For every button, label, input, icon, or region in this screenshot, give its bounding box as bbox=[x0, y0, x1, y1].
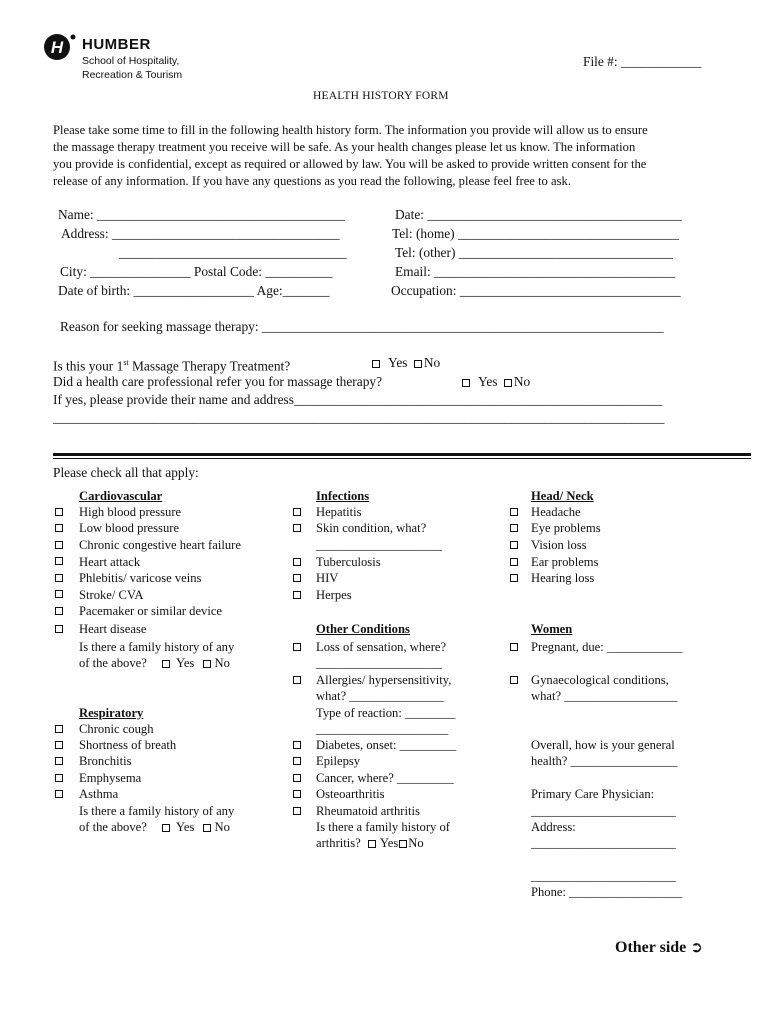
referral-question: Did a health care professional refer you for massage therapy? bbox=[53, 374, 383, 389]
first-no-checkbox[interactable] bbox=[414, 360, 422, 368]
other-checkbox[interactable] bbox=[293, 807, 301, 815]
infection-checkbox[interactable] bbox=[293, 558, 301, 566]
head-item: Ear problems bbox=[531, 555, 599, 569]
head-neck-heading: Head/ Neck bbox=[531, 489, 594, 503]
first-treatment-sup: st bbox=[123, 358, 129, 367]
physician-address-field-1[interactable]: _______________________ bbox=[531, 836, 676, 850]
physician-label: Primary Care Physician: bbox=[531, 787, 655, 801]
resp-checkbox[interactable] bbox=[55, 725, 63, 733]
name-field[interactable]: Name: _____________________________________ bbox=[58, 207, 345, 222]
arthritis-no-label: No bbox=[408, 836, 424, 850]
other-side-note bbox=[615, 938, 703, 957]
referral-no-checkbox[interactable] bbox=[504, 379, 512, 387]
arthritis-yes-checkbox[interactable] bbox=[368, 840, 376, 848]
infection-checkbox[interactable] bbox=[293, 524, 301, 532]
humber-logo-icon bbox=[42, 32, 78, 62]
physician-address-field-2[interactable]: _______________________ bbox=[531, 869, 676, 883]
first-yes-label: Yes bbox=[388, 355, 408, 370]
cardio-family-options bbox=[79, 655, 230, 672]
women-checkbox[interactable] bbox=[510, 643, 518, 651]
tel-home-field[interactable]: Tel: (home) _________________________________ bbox=[392, 226, 679, 241]
cardio-checkbox[interactable] bbox=[55, 590, 63, 598]
dob-age-field[interactable]: Date of birth: __________________ Age:_______ bbox=[58, 283, 330, 298]
form-title: HEALTH HISTORY FORM bbox=[313, 90, 449, 102]
other-side-label: Other side bbox=[615, 939, 687, 956]
skin-condition-blank[interactable]: ____________________ bbox=[316, 538, 442, 552]
referral-no-label: No bbox=[513, 374, 531, 389]
infection-checkbox[interactable] bbox=[293, 574, 301, 582]
resp-item: Asthma bbox=[79, 787, 119, 801]
cardio-family-question: Is there a family history of any bbox=[79, 640, 235, 654]
section-divider-thin bbox=[53, 458, 751, 459]
email-field[interactable]: Email: ____________________________________ bbox=[395, 264, 676, 279]
date-field[interactable]: Date: ______________________________________ bbox=[395, 207, 682, 222]
women-heading: Women bbox=[531, 622, 573, 636]
infection-checkbox[interactable] bbox=[293, 508, 301, 516]
other-condition-item: Osteoarthritis bbox=[316, 787, 385, 801]
reaction-blank[interactable]: _____________________ bbox=[316, 722, 449, 736]
resp-family-label: of the above? bbox=[79, 820, 147, 834]
physician-address-label: Address: bbox=[531, 820, 576, 834]
cardio-checkbox[interactable] bbox=[55, 625, 63, 633]
head-checkbox[interactable] bbox=[510, 558, 518, 566]
head-checkbox[interactable] bbox=[510, 574, 518, 582]
infection-item: Herpes bbox=[316, 588, 352, 602]
infection-item: HIV bbox=[316, 571, 339, 585]
reaction-field[interactable]: Type of reaction: ________ bbox=[316, 706, 456, 720]
head-item: Vision loss bbox=[531, 538, 587, 552]
cardio-item: Chronic congestive heart failure bbox=[79, 538, 241, 552]
logo-subtitle-2: Recreation & Tourism bbox=[82, 69, 183, 81]
head-checkbox[interactable] bbox=[510, 541, 518, 549]
loss-of-sensation-item: Loss of sensation, where? bbox=[316, 640, 447, 654]
head-checkbox[interactable] bbox=[510, 508, 518, 516]
resp-family-yes-checkbox[interactable] bbox=[162, 824, 170, 832]
head-item: Hearing loss bbox=[531, 571, 595, 585]
resp-checkbox[interactable] bbox=[55, 790, 63, 798]
infection-item: Skin condition, what? bbox=[316, 521, 427, 535]
resp-item: Shortness of breath bbox=[79, 738, 177, 752]
resp-family-no-checkbox[interactable] bbox=[203, 824, 211, 832]
cardio-checkbox[interactable] bbox=[55, 557, 63, 565]
gynaecological-what-field[interactable]: what? __________________ bbox=[531, 689, 678, 703]
first-treatment-pre: Is this your 1 bbox=[53, 358, 124, 374]
head-item: Eye problems bbox=[531, 521, 601, 535]
cardio-family-label: of the above? bbox=[79, 656, 147, 670]
allergies-item: Allergies/ hypersensitivity, bbox=[316, 673, 452, 687]
cardio-checkbox[interactable] bbox=[55, 574, 63, 582]
arthritis-no-checkbox[interactable] bbox=[399, 840, 407, 848]
women-checkbox[interactable] bbox=[510, 676, 518, 684]
respiratory-heading: Respiratory bbox=[79, 706, 144, 720]
cardio-checkbox[interactable] bbox=[55, 607, 63, 615]
cardio-family-yes-label: Yes bbox=[176, 656, 195, 670]
resp-family-yes-label: Yes bbox=[176, 820, 195, 834]
overall-health-question: Overall, how is your general bbox=[531, 738, 675, 752]
cardio-family-no-label: No bbox=[214, 656, 230, 670]
arthritis-family-question: Is there a family history of bbox=[316, 820, 450, 834]
logo-name: HUMBER bbox=[82, 36, 151, 53]
physician-phone-field[interactable]: Phone: __________________ bbox=[531, 885, 683, 899]
other-checkbox[interactable] bbox=[293, 676, 301, 684]
svg-text:H: H bbox=[50, 38, 64, 57]
provider-field-2[interactable]: ____________________________________________________________________________________________ bbox=[53, 410, 665, 425]
other-conditions-heading: Other Conditions bbox=[316, 622, 410, 636]
other-checkbox[interactable] bbox=[293, 757, 301, 765]
tel-other-field[interactable]: Tel: (other) ________________________________ bbox=[395, 245, 674, 260]
intro-line-2: the massage therapy treatment you receive will be safe. As your health changes please let us know. The information bbox=[53, 140, 636, 154]
cardio-checkbox[interactable] bbox=[55, 541, 63, 549]
other-condition-item: Epilepsy bbox=[316, 754, 361, 768]
head-checkbox[interactable] bbox=[510, 524, 518, 532]
cardio-item: Phlebitis/ varicose veins bbox=[79, 571, 202, 585]
other-checkbox[interactable] bbox=[293, 790, 301, 798]
resp-item: Chronic cough bbox=[79, 722, 154, 736]
provider-field[interactable]: If yes, please provide their name and address_______________________________________________________ bbox=[53, 392, 663, 407]
arrow-right-icon: ➲ bbox=[690, 938, 703, 956]
cardio-heading: Cardiovascular bbox=[79, 489, 163, 503]
resp-item: Bronchitis bbox=[79, 754, 132, 768]
resp-family-options bbox=[79, 819, 230, 836]
infections-heading: Infections bbox=[316, 489, 370, 503]
intro-line-1: Please take some time to fill in the following health history form. The information you provide will allow us to ensure bbox=[53, 123, 648, 137]
intro-line-3: you provide is confidential, except as required or allowed by law. You will be asked to provide written consent for the bbox=[53, 157, 647, 171]
infection-item: Tuberculosis bbox=[316, 555, 381, 569]
arthritis-yes-label: Yes bbox=[379, 836, 399, 850]
address-field[interactable]: Address: __________________________________ bbox=[61, 226, 340, 241]
cardio-checkbox[interactable] bbox=[55, 508, 63, 516]
infection-checkbox[interactable] bbox=[293, 591, 301, 599]
first-treatment-post: Massage Therapy Treatment? bbox=[128, 358, 291, 374]
referral-options bbox=[462, 374, 530, 390]
arthritis-family-label: arthritis? bbox=[316, 836, 361, 850]
head-item: Headache bbox=[531, 505, 581, 519]
resp-checkbox[interactable] bbox=[55, 774, 63, 782]
first-no-label: No bbox=[423, 355, 441, 370]
cardio-item: Low blood pressure bbox=[79, 521, 180, 535]
first-treatment-options bbox=[372, 355, 440, 371]
other-condition-item: Rheumatoid arthritis bbox=[316, 804, 420, 818]
referral-yes-label: Yes bbox=[478, 374, 498, 389]
reason-field[interactable]: Reason for seeking massage therapy: ____________________________________________________________ bbox=[60, 319, 664, 334]
city-postal-field[interactable]: City: _______________ Postal Code: __________ bbox=[60, 264, 333, 279]
cardio-item: Stroke/ CVA bbox=[79, 588, 144, 602]
logo-subtitle-1: School of Hospitality, bbox=[82, 55, 180, 67]
gynaecological-item: Gynaecological conditions, bbox=[531, 673, 669, 687]
infection-item: Hepatitis bbox=[316, 505, 362, 519]
intro-line-4: release of any information. If you have any questions as you read the following, please feel free to ask. bbox=[53, 174, 571, 188]
resp-family-question: Is there a family history of any bbox=[79, 804, 235, 818]
other-checkbox[interactable] bbox=[293, 643, 301, 651]
check-instruction: Please check all that apply: bbox=[53, 465, 199, 480]
cardio-item: High blood pressure bbox=[79, 505, 182, 519]
cardio-family-no-checkbox[interactable] bbox=[203, 660, 211, 668]
address-field-2[interactable]: __________________________________ bbox=[119, 245, 347, 260]
allergies-what-field[interactable]: what? _______________ bbox=[316, 689, 444, 703]
cardio-family-yes-checkbox[interactable] bbox=[162, 660, 170, 668]
resp-item: Emphysema bbox=[79, 771, 142, 785]
humber-logo bbox=[40, 32, 200, 86]
other-condition-item: Cancer, where? _________ bbox=[316, 771, 454, 785]
physician-field[interactable]: _______________________ bbox=[531, 804, 676, 818]
occupation-field[interactable]: Occupation: _________________________________ bbox=[391, 283, 681, 298]
loss-of-sensation-blank[interactable]: ____________________ bbox=[316, 656, 442, 670]
resp-checkbox[interactable] bbox=[55, 741, 63, 749]
other-condition-item: Diabetes, onset: _________ bbox=[316, 738, 457, 752]
other-checkbox[interactable] bbox=[293, 774, 301, 782]
pregnant-field[interactable]: Pregnant, due: ____________ bbox=[531, 640, 683, 654]
resp-checkbox[interactable] bbox=[55, 757, 63, 765]
cardio-checkbox[interactable] bbox=[55, 524, 63, 532]
referral-yes-checkbox[interactable] bbox=[462, 379, 470, 387]
first-yes-checkbox[interactable] bbox=[372, 360, 380, 368]
cardio-item: Heart disease bbox=[79, 622, 147, 636]
cardio-item: Pacemaker or similar device bbox=[79, 604, 223, 618]
arthritis-family-options bbox=[316, 835, 424, 852]
cardio-item: Heart attack bbox=[79, 555, 141, 569]
other-checkbox[interactable] bbox=[293, 741, 301, 749]
section-divider-thick bbox=[53, 453, 751, 456]
file-number-field[interactable]: File #: ____________ bbox=[583, 54, 702, 69]
first-treatment-question bbox=[53, 355, 290, 374]
overall-health-field[interactable]: health? _________________ bbox=[531, 754, 678, 768]
resp-family-no-label: No bbox=[214, 820, 230, 834]
